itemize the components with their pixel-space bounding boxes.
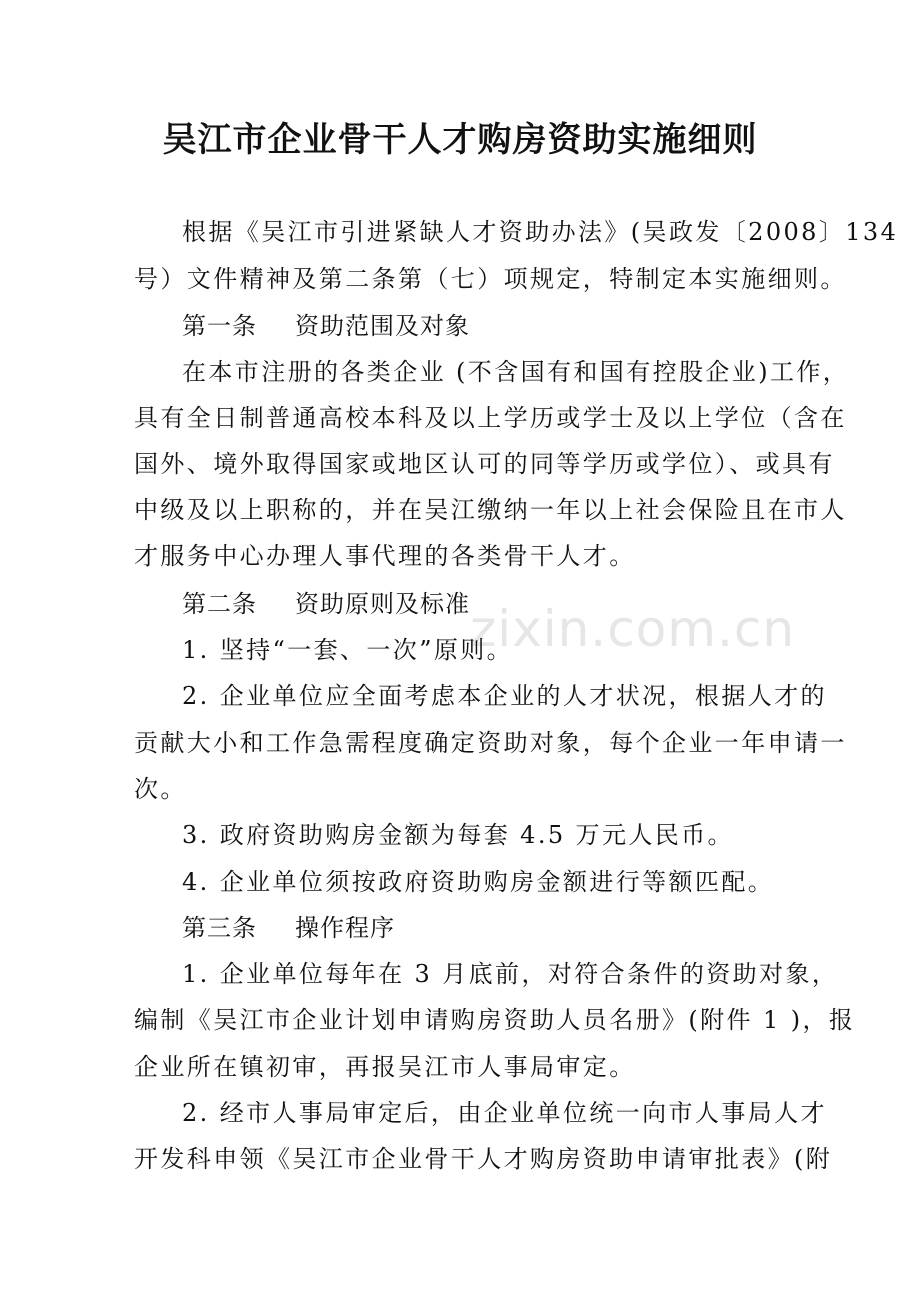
- intro-line-2: 号）文件精神及第二条第（七）项规定，特制定本实施细则。: [134, 265, 847, 293]
- article-2-title: 资助原则及标准: [295, 590, 470, 618]
- watermark: zixin.com.cn: [470, 600, 796, 658]
- article-3-line-3: 企业所在镇初审，再报吴江市人事局审定。: [134, 1053, 636, 1081]
- article-1-line-2: 具有全日制普通高校本科及以上学历或学士及以上学位（含在: [134, 404, 847, 432]
- article-2-line-2: 2. 企业单位应全面考虑本企业的人才状况，根据人才的: [182, 682, 827, 710]
- article-2-heading: [182, 588, 814, 620]
- document-title: 吴江市企业骨干人才购房资助实施细则: [162, 120, 758, 160]
- article-2-line-4: 次。: [134, 775, 187, 803]
- article-3-line-2: 编制《吴江市企业计划申请购房资助人员名册》(附件 1 )，报: [134, 1006, 856, 1034]
- article-3-line-4: 2. 经市人事局审定后，由企业单位统一向市人事局人才: [182, 1099, 827, 1127]
- article-2-line-6: 4. 企业单位须按政府资助购房金额进行等额匹配。: [182, 868, 775, 896]
- article-3-title: 操作程序: [295, 914, 395, 942]
- article-2-number: 第二条: [182, 590, 257, 618]
- article-1-line-3: 国外、境外取得国家或地区认可的同等学历或学位）、或具有: [134, 450, 835, 478]
- article-3-line-1: 1. 企业单位每年在 3 月底前，对符合条件的资助对象，: [182, 960, 839, 988]
- article-2-line-3: 贡献大小和工作急需程度确定资助对象，每个企业一年申请一: [134, 729, 847, 757]
- article-2-line-1: 1. 坚持“一套、一次”原则。: [182, 636, 514, 664]
- article-3-number: 第三条: [182, 914, 257, 942]
- article-1-line-4: 中级及以上职称的，并在吴江缴纳一年以上社会保险且在市人: [134, 496, 847, 524]
- article-3-line-5: 开发科申领《吴江市企业骨干人才购房资助申请审批表》(附: [134, 1145, 833, 1173]
- article-1-line-1: 在本市注册的各类企业 (不含国有和国有控股企业)工作，: [182, 358, 850, 386]
- intro-line-1: 根据《吴江市引进紧缺人才资助办法》(吴政发〔2008〕134: [182, 218, 899, 246]
- article-1-number: 第一条: [182, 312, 257, 340]
- article-1-line-5: 才服务中心办理人事代理的各类骨干人才。: [134, 542, 636, 570]
- article-2-line-5: 3. 政府资助购房金额为每套 4.5 万元人民币。: [182, 821, 734, 849]
- article-1-title: 资助范围及对象: [295, 312, 470, 340]
- article-1-heading: [182, 310, 814, 342]
- article-3-heading: [182, 912, 814, 944]
